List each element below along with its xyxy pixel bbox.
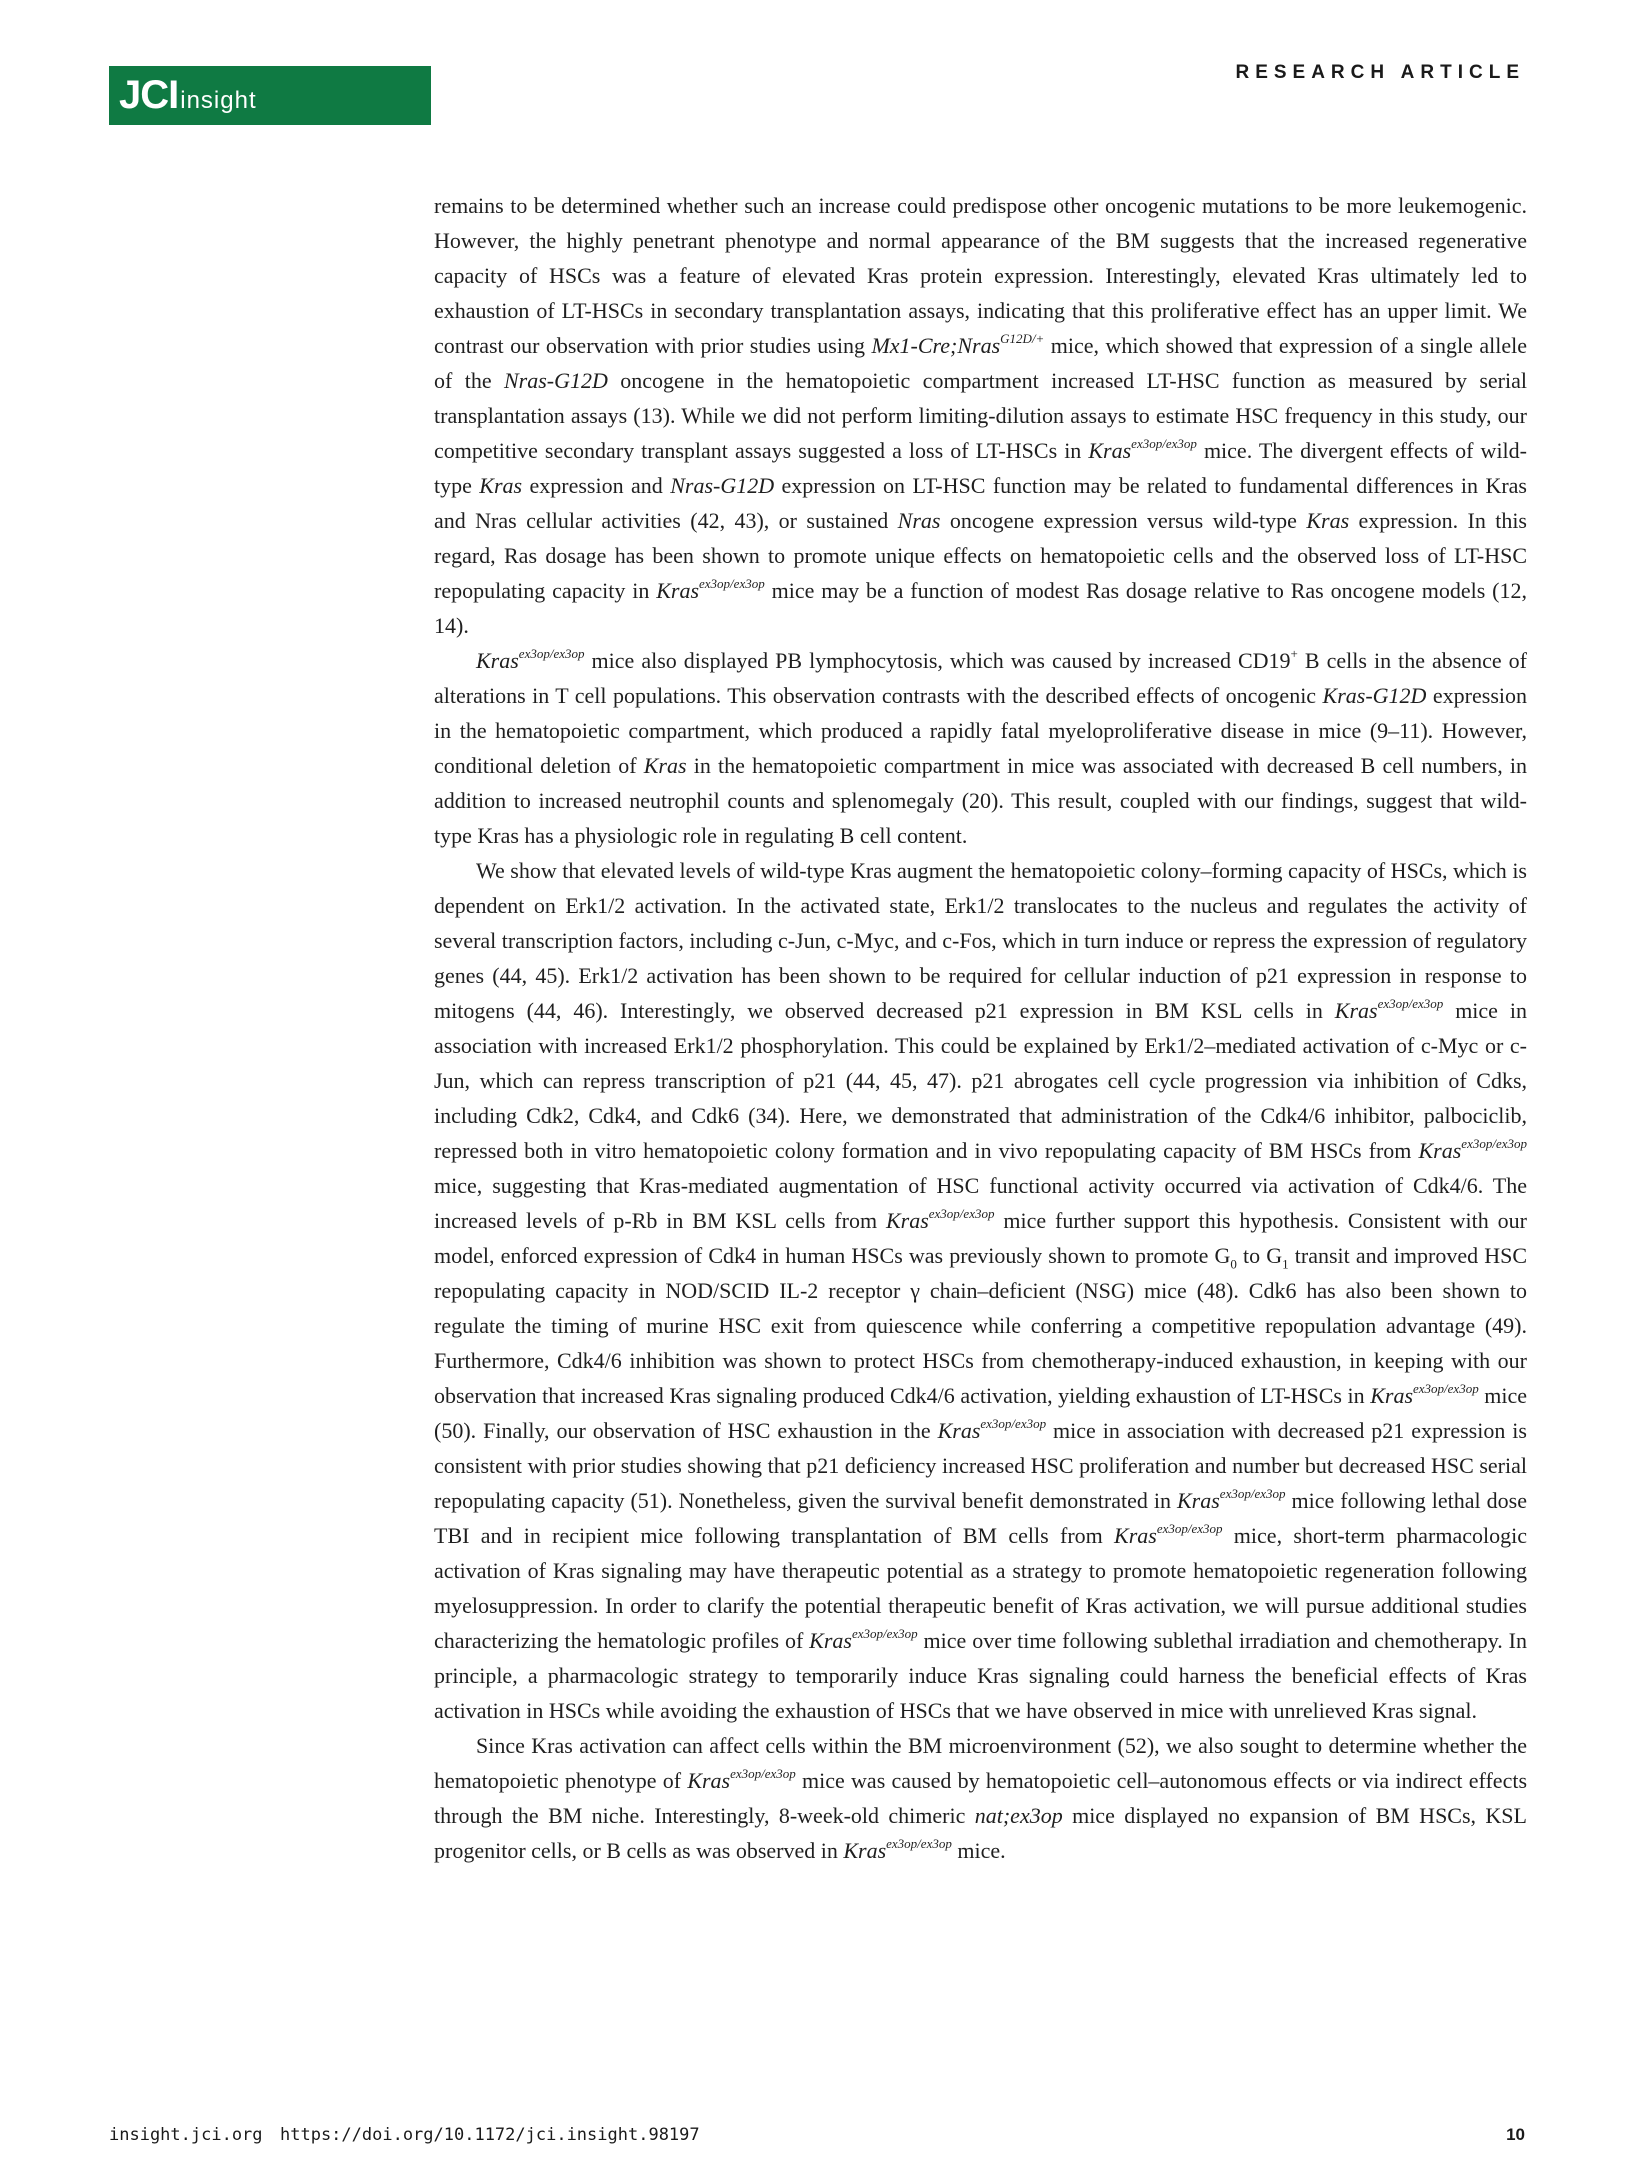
logo-sub: insight: [180, 87, 257, 114]
journal-logo: [109, 66, 431, 125]
page-footer: [109, 2125, 1525, 2153]
article-type-label: RESEARCH ARTICLE: [1235, 62, 1525, 83]
paragraph-1: remains to be determined whether such an increase could predispose other oncogenic mutations to be more leukemogenic. However, the highly penetrant phenotype and normal appearance of the BM suggests that the increased regenerative capacity of HSCs was a feature of elevated Kras protein expression. Interestingly, elevated Kras ultimately led to exhaustion of LT-HSCs in secondary transplantation assays, indicating that this proliferative effect has an upper limit. We contrast our observation with prior studies using Mx1-Cre;Nras$^{G12D/+}$ mice, which showed that expression of a single allele of the Nras-G12D oncogene in the hematopoietic compartment increased LT-HSC function as measured by serial transplantation assays (13). While we did not perform limiting-dilution assays to estimate HSC frequency in this study, our competitive secondary transplant assays suggested a loss of LT-HSCs in Kras$^{ex3op/ex3op}$ mice. The divergent effects of wild-type Kras expression and Nras-G12D expression on LT-HSC function may be related to fundamental differences in Kras and Nras cellular activities (42, 43), or sustained Nras oncogene expression versus wild-type Kras expression. In this regard, Ras dosage has been shown to promote unique effects on hematopoietic cells and the observed loss of LT-HSC repopulating capacity in Kras$^{ex3op/ex3op}$ mice may be a function of modest Ras dosage relative to Ras oncogene models (12, 14).: [434, 193, 1528, 638]
logo-text: [119, 72, 257, 124]
page-number: 10: [1506, 2125, 1525, 2144]
paragraph-4: Since Kras activation can affect cells within the BM microenvironment (52), we also sought to determine whether the hematopoietic phenotype of Kras$^{ex3op/ex3op}$ mice was caused by hematopoietic cell–autonomous effects or via indirect effects through the BM niche. Interestingly, 8-week-old chimeric nat;ex3op mice displayed no expansion of BM HSCs, KSL progenitor cells, or B cells as was observed in Kras$^{ex3op/ex3op}$ mice.: [434, 1733, 1528, 1863]
footer-site-link[interactable]: insight.jci.org: [109, 2125, 263, 2145]
article-body: [434, 188, 1527, 1868]
logo-main: JCI: [119, 73, 179, 117]
paragraph-2: Kras$^{ex3op/ex3op}$ mice also displayed PB lymphocytosis, which was caused by increased CD19+ B cells in the absence of alterations in T cell populations. This observation contrasts with the described effects of oncogenic Kras-G12D expression in the hematopoietic compartment, which produced a rapidly fatal myeloproliferative disease in mice (9–11). However, conditional deletion of Kras in the hematopoietic compartment in mice was associated with decreased B cell numbers, in addition to increased neutrophil counts and splenomegaly (20). This result, coupled with our findings, suggest that wild-type Kras has a physiologic role in regulating B cell content.: [434, 645, 1528, 848]
paragraph-3: We show that elevated levels of wild-type Kras augment the hematopoietic colony–forming capacity of HSCs, which is dependent on Erk1/2 activation. In the activated state, Erk1/2 translocates to the nucleus and regulates the activity of several transcription factors, including c-Jun, c-Myc, and c-Fos, which in turn induce or repress the expression of regulatory genes (44, 45). Erk1/2 activation has been shown to be required for cellular induction of p21 expression in response to mitogens (44, 46). Interestingly, we observed decreased p21 expression in BM KSL cells in Kras$^{ex3op/ex3op}$ mice in association with increased Erk1/2 phosphorylation. This could be explained by Erk1/2–mediated activation of c-Myc or c-Jun, which can repress transcription of p21 (44, 45, 47). p21 abrogates cell cycle progression via inhibition of Cdks, including Cdk2, Cdk4, and Cdk6 (34). Here, we demonstrated that administration of the Cdk4/6 inhibitor, palbociclib, repressed both in vitro hematopoietic colony formation and in vivo repopulating capacity of BM HSCs from Kras$^{ex3op/ex3op}$ mice, suggesting that Kras-mediated augmentation of HSC functional activity occurred via activation of Cdk4/6. The increased levels of p-Rb in BM KSL cells from Kras$^{ex3op/ex3op}$ mice further support this hypothesis. Consistent with our model, enforced expression of Cdk4 in human HSCs was previously shown to promote $G_0$ to $G_1$ transit and improved HSC repopulating capacity in NOD/SCID IL-2 receptor γ chain–deficient (NSG) mice (48). Cdk6 has also been shown to regulate the timing of murine HSC exit from quiescence while conferring a competitive repopulation advantage (49). Furthermore, Cdk4/6 inhibition was shown to protect HSCs from chemotherapy-induced exhaustion, in keeping with our observation that increased Kras signaling produced Cdk4/6 activation, yielding exhaustion of LT-HSCs in Kras$^{ex3op/ex3op}$ mice (50). Finally, our observation of HSC exhaustion in the Kras$^{ex3op/ex3op}$ mice in association with decreased p21 expression is consistent with prior studies showing that p21 deficiency increased HSC proliferation and number but decreased HSC serial repopulating capacity (51). Nonetheless, given the survival benefit demonstrated in Kras$^{ex3op/ex3op}$ mice following lethal dose TBI and in recipient mice following transplantation of BM cells from Kras$^{ex3op/ex3op}$ mice, short-term pharmacologic activation of Kras signaling may have therapeutic potential as a strategy to promote hematopoietic regeneration following myelosuppression. In order to clarify the potential therapeutic benefit of Kras activation, we will pursue additional studies characterizing the hematologic profiles of Kras$^{ex3op/ex3op}$ mice over time following sublethal irradiation and chemotherapy. In principle, a pharmacologic strategy to temporarily induce Kras signaling could harness the beneficial effects of Kras activation in HSCs while avoiding the exhaustion of HSCs that we have observed in mice with unrelieved Kras signal.: [434, 858, 1528, 1723]
footer-doi-link[interactable]: https://doi.org/10.1172/jci.insight.98197: [280, 2125, 700, 2145]
